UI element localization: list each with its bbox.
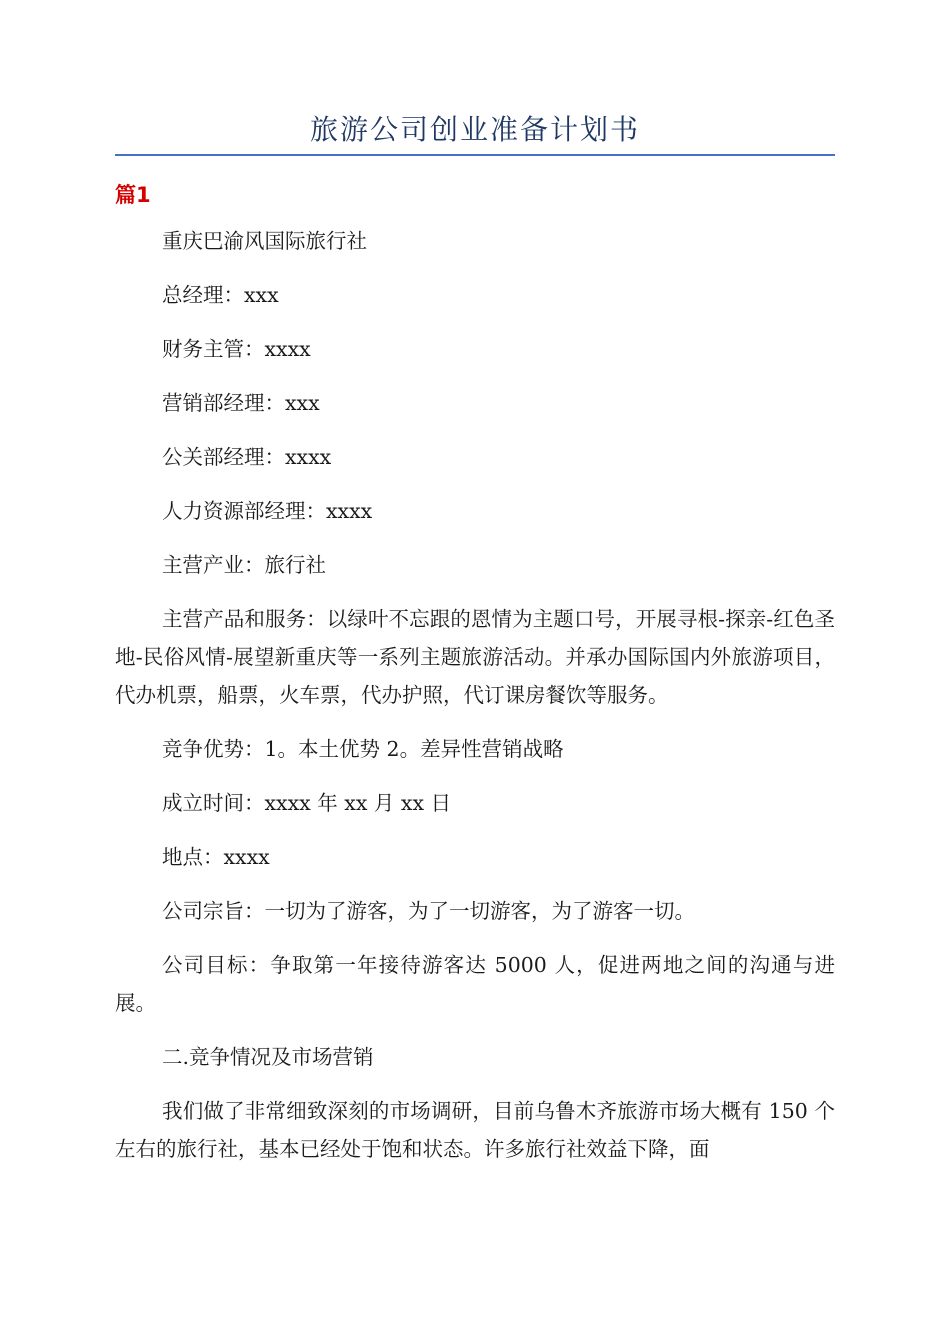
paragraph-section-two-heading: 二.竞争情况及市场营销 [162,1045,374,1069]
document-title: 旅游公司创业准备计划书 [309,113,640,146]
paragraph-finance-head: 财务主管：xxxx [162,337,311,361]
paragraph-company-goal: 公司目标：争取第一年接待游客达 5000 人，促进两地之间的沟通与进展。 [115,953,835,1015]
paragraph-company-purpose: 公司宗旨：一切为了游客，为了一切游客，为了游客一切。 [162,899,695,923]
paragraph-main-industry: 主营产业：旅行社 [162,553,326,577]
paragraph-marketing-manager: 营销部经理：xxx [162,391,320,415]
document-body [115,222,835,1184]
paragraph-founding-date: 成立时间：xxxx 年 xx 月 xx 日 [162,791,452,815]
paragraph-hr-manager: 人力资源部经理：xxxx [162,499,373,523]
paragraph-competitive-advantage: 竞争优势：1。本土优势 2。差异性营销战略 [162,737,564,761]
paragraph-general-manager: 总经理：xxx [162,283,279,307]
paragraph-market-research: 我们做了非常细致深刻的市场调研，目前乌鲁木齐旅游市场大概有 150 个左右的旅行社，基本已经处于饱和状态。许多旅行社效益下降，面 [115,1099,835,1161]
paragraph-pr-manager: 公关部经理：xxxx [162,445,332,469]
paragraph-location: 地点：xxxx [162,845,270,869]
paragraph-products-services: 主营产品和服务：以绿叶不忘跟的恩情为主题口号，开展寻根-探亲-红色圣地-民俗风情-展望新重庆等一系列主题旅游活动。并承办国际国内外旅游项目，代办机票，船票，火车票，代办护照，代订课房餐饮等服务。 [115,607,835,707]
title-underline [115,154,835,156]
section-heading: 篇1 [115,183,151,207]
paragraph-company-name: 重庆巴渝风国际旅行社 [162,229,367,253]
